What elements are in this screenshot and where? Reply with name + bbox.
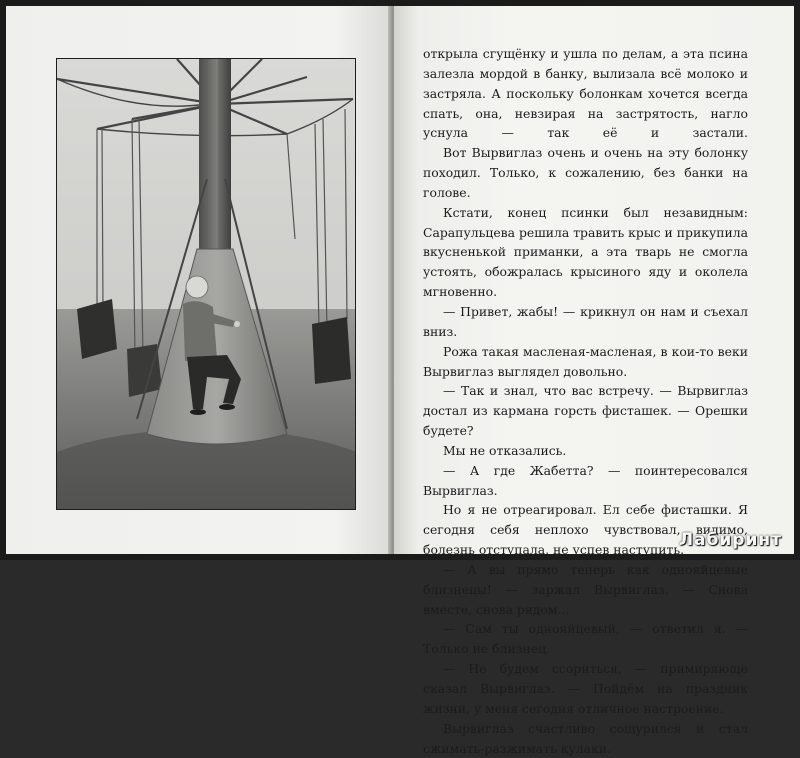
left-page xyxy=(6,6,392,554)
paragraph: Но я не отреагировал. Ел себе фисташки. Я сегодня себя неплохо чувствовал, видимо, болезнь отступала, не успев наступить. xyxy=(423,502,748,558)
paragraph: — Так и знал, что вас встречу. — Вырвиглаз достал из кармана горсть фисташек. — Орешки будете? xyxy=(423,383,748,439)
paragraph: Вырвиглаз счастливо сощурился и стал сжимать-разжимать кулаки. xyxy=(423,720,748,756)
right-page-text xyxy=(423,44,748,758)
paragraph: — Не будем ссориться, — примиряюще сказал Вырвиглаз. — Пойдём на праздник жизни, у меня сегодня отличное настроение. xyxy=(423,661,748,716)
watermark-logo: Лабиринт xyxy=(678,530,782,550)
carousel-illustration xyxy=(56,58,356,510)
paragraph: — А где Жабетта? — поинтересовался Вырвиглаз. xyxy=(423,462,748,498)
paragraph: — Привет, жабы! — крикнул он нам и съехал вниз. xyxy=(423,303,748,339)
paragraph: Кстати, конец псинки был незавидным: Сарапульцева решила травить крыс и прикупила вкусненькой приманки, а эта тварь не смогла устоять, обожралась крысиного яду и околела мгновенно. xyxy=(423,204,749,300)
paragraph: — Сам ты однояйцевый, — ответил я. — Только не близнец. xyxy=(423,621,748,657)
paragraph: открыла сгущёнку и ушла по делам, а эта псина залезла мордой в банку, вылизала всё молоко и застряла. А поскольку болонкам хочется всегда спать, она, невзирая на застрятость, нагло уснула — так её и застали. xyxy=(423,46,748,141)
paragraph: Мы не отказались. xyxy=(443,442,567,458)
paragraph: — А вы прямо теперь как однояйцевые близнецы! — заржал Вырвиглаз. — Снова вместе, снова рядом… xyxy=(423,561,748,617)
paragraph: Вот Вырвиглаз очень и очень на эту болонку походил. Только, к сожалению, без банки на голове. xyxy=(423,145,748,200)
illustration-drawing xyxy=(57,59,355,509)
paragraph: Рожа такая масленая-масленая, в кои-то веки Вырвиглаз выглядел довольно. xyxy=(423,343,748,379)
